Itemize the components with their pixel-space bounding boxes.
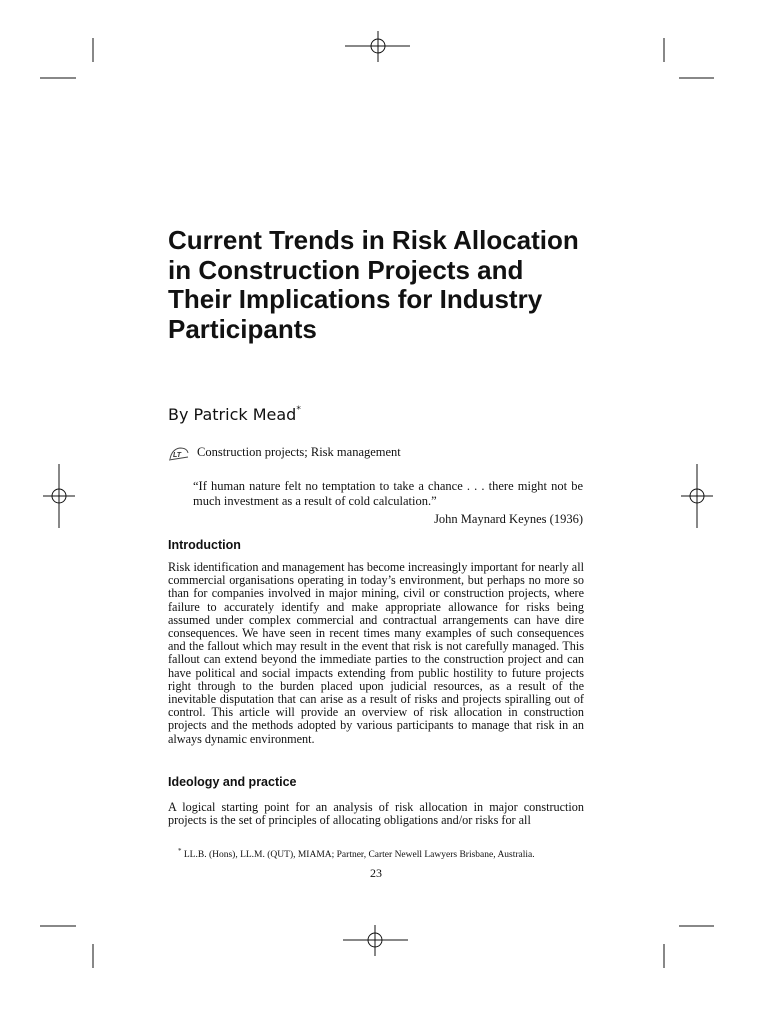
introduction-paragraph: Risk identification and management has become increasingly important for nearly all commercial organisations operating in today’s environment, but perhaps no more so than for companies involved in major mining, civil or construction projects, where failure to accurately identify and make appropriate allowance for risks being assumed under complex commercial and contractual arrangements can have dire consequences. We have seen in recent times many examples of such consequences and the fallout which may result in the event that risk is not carefully managed. This fallout can extend beyond the immediate parties to the construction project and can have political and social impacts extending from public hostility to future projects right through to the burden placed upon judicial resources, as a result of the inevitable disputation that can arise as a result of risks and projects spiralling out of control. This article will provide an overview of risk allocation in construction projects and the methods adopted by various participants to manage that risk in an always dynamic environment. (168, 560, 584, 746)
epigraph-quote: “If human nature felt no temptation to take a chance . . . there might not be much investment as a result of cold calculation.” (193, 479, 583, 508)
epigraph-attribution: John Maynard Keynes (1936) (434, 512, 583, 526)
page-number: 23 (370, 866, 382, 880)
article-title: Current Trends in Risk Allocation in Construction Projects and Their Implications for Industry Participants (168, 225, 579, 344)
ideology-heading: Ideology and practice (168, 775, 297, 789)
article-author (168, 405, 301, 424)
author-footnote-mark: * (296, 404, 301, 415)
keywords-text: Construction projects; Risk management (197, 445, 401, 459)
ideology-paragraph: A logical starting point for an analysis of risk allocation in major construction projects is the set of principles of allocating obligations and/or risks for all (168, 800, 584, 828)
introduction-heading: Introduction (168, 538, 241, 552)
footnote-text: LL.B. (Hons), LL.M. (QUT), MIAMA; Partner, Carter Newell Lawyers Brisbane, Australia. (183, 850, 535, 861)
keyword-icon-label: LT (173, 452, 182, 459)
footnote-mark: * (178, 847, 182, 855)
author-name: By Patrick Mead (168, 405, 297, 424)
author-footnote (178, 847, 535, 860)
legal-taxonomy-icon (168, 445, 190, 463)
